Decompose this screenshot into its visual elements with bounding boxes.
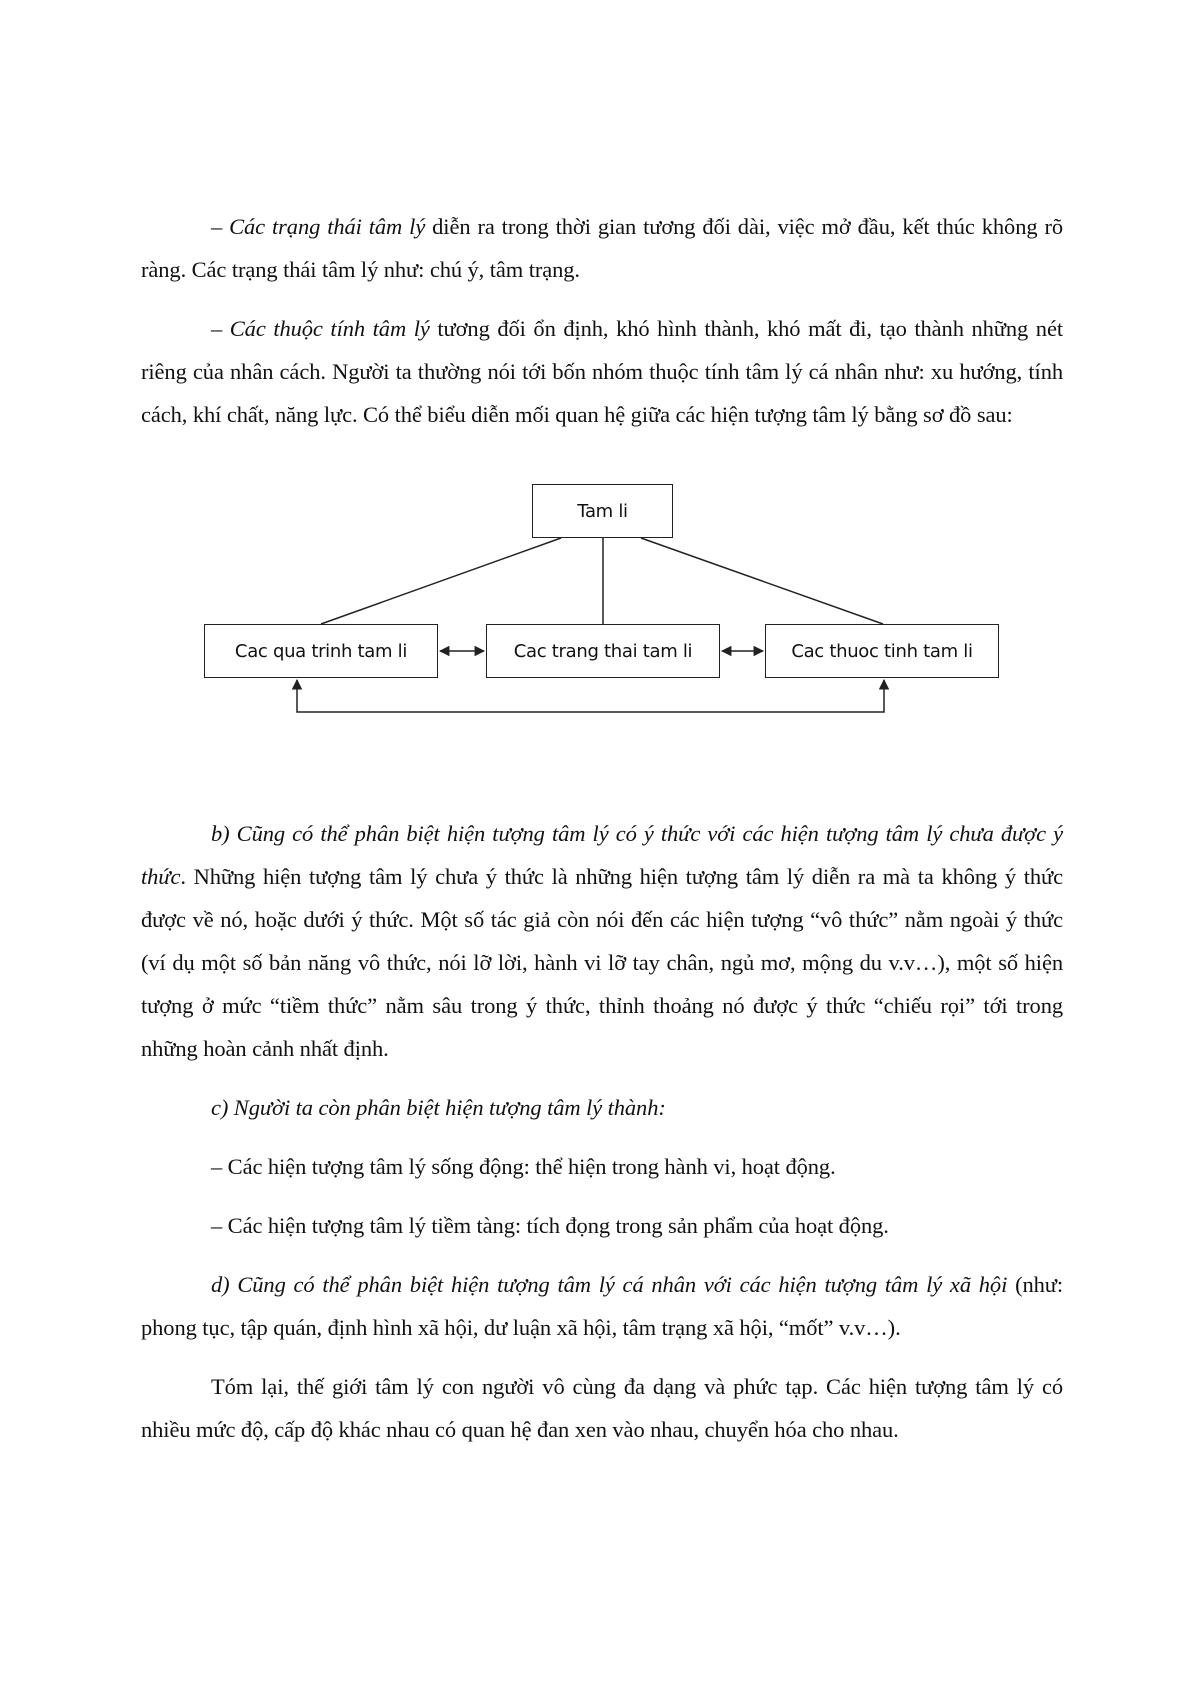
node-trang-thai: Cac trang thai tam li: [486, 624, 720, 678]
psychology-diagram: [141, 466, 1063, 766]
paragraph-text: diễn ra trong thời gian tương đối dài, việc mở đầu, kết thúc không rõ ràng. Các trạng thái tâm lý như: chú ý, tâm trạng.: [141, 214, 1063, 282]
term-thuoc-tinh: – Các thuộc tính tâm lý: [211, 316, 430, 341]
paragraph-song-dong: – Các hiện tượng tâm lý sống động: thể hiện trong hành vi, hoạt động.: [211, 1154, 836, 1179]
heading-d: d) Cũng có thể phân biệt hiện tượng tâm lý cá nhân với các hiện tượng tâm lý xã hội: [211, 1272, 1008, 1297]
term-trang-thai: – Các trạng thái tâm lý: [211, 214, 426, 239]
node-thuoc-tinh: Cac thuoc tinh tam li: [765, 624, 999, 678]
paragraph-tiem-tang: – Các hiện tượng tâm lý tiềm tàng: tích đọng trong sản phẩm của hoạt động.: [211, 1213, 889, 1238]
connector-top-right: [641, 538, 883, 624]
arrow-bottom-loop: [297, 680, 884, 712]
paragraph-c: [141, 1086, 1063, 1129]
paragraph-b: [141, 812, 1063, 1070]
paragraph-d: [141, 1263, 1063, 1349]
document-page: [141, 205, 1063, 1451]
paragraph-text: . Những hiện tượng tâm lý chưa ý thức là những hiện tượng tâm lý diễn ra mà ta không ý thức được về nó, hoặc dưới ý thức. Một số tác giả còn nói đến các hiện tượng “vô thức” nằm ngoài ý thức (ví dụ một số bản năng vô thức, nói lỡ lời, hành vi lỡ tay chân, ngủ mơ, mộng du v.v…), một số hiện tượng ở mức “tiềm thức” nằm sâu trong ý thức, thỉnh thoảng nó được ý thức “chiếu rọi” tới trong những hoàn cảnh nhất định.: [141, 864, 1063, 1061]
heading-b: b) Cũng có thể phân biệt hiện tượng tâm lý có ý thức với các hiện tượng tâm lý chưa được ý thức: [141, 821, 1063, 889]
paragraph-text: tương đối ổn định, khó hình thành, khó mất đi, tạo thành những nét riêng của nhân cách. Người ta thường nói tới bốn nhóm thuộc tính tâm lý cá nhân như: xu hướng, tính cách, khí chất, năng lực. Có thể biểu diễn mối quan hệ giữa các hiện tượng tâm lý bằng sơ đồ sau:: [141, 316, 1063, 427]
node-tam-li: Tam li: [532, 484, 673, 538]
node-qua-trinh: Cac qua trinh tam li: [204, 624, 438, 678]
paragraph-text: (như: phong tục, tập quán, định hình xã hội, dư luận xã hội, tâm trạng xã hội, “mốt” v.v…).: [141, 1272, 1064, 1340]
connector-top-left: [321, 538, 561, 624]
paragraph-thuoc-tinh: [141, 307, 1063, 436]
paragraph-summary: Tóm lại, thế giới tâm lý con người vô cùng đa dạng và phức tạp. Các hiện tượng tâm lý có nhiều mức độ, cấp độ khác nhau có quan hệ đan xen vào nhau, chuyển hóa cho nhau.: [141, 1374, 1063, 1442]
heading-c: c) Người ta còn phân biệt hiện tượng tâm lý thành:: [211, 1095, 666, 1120]
paragraph-trang-thai: [141, 205, 1063, 291]
